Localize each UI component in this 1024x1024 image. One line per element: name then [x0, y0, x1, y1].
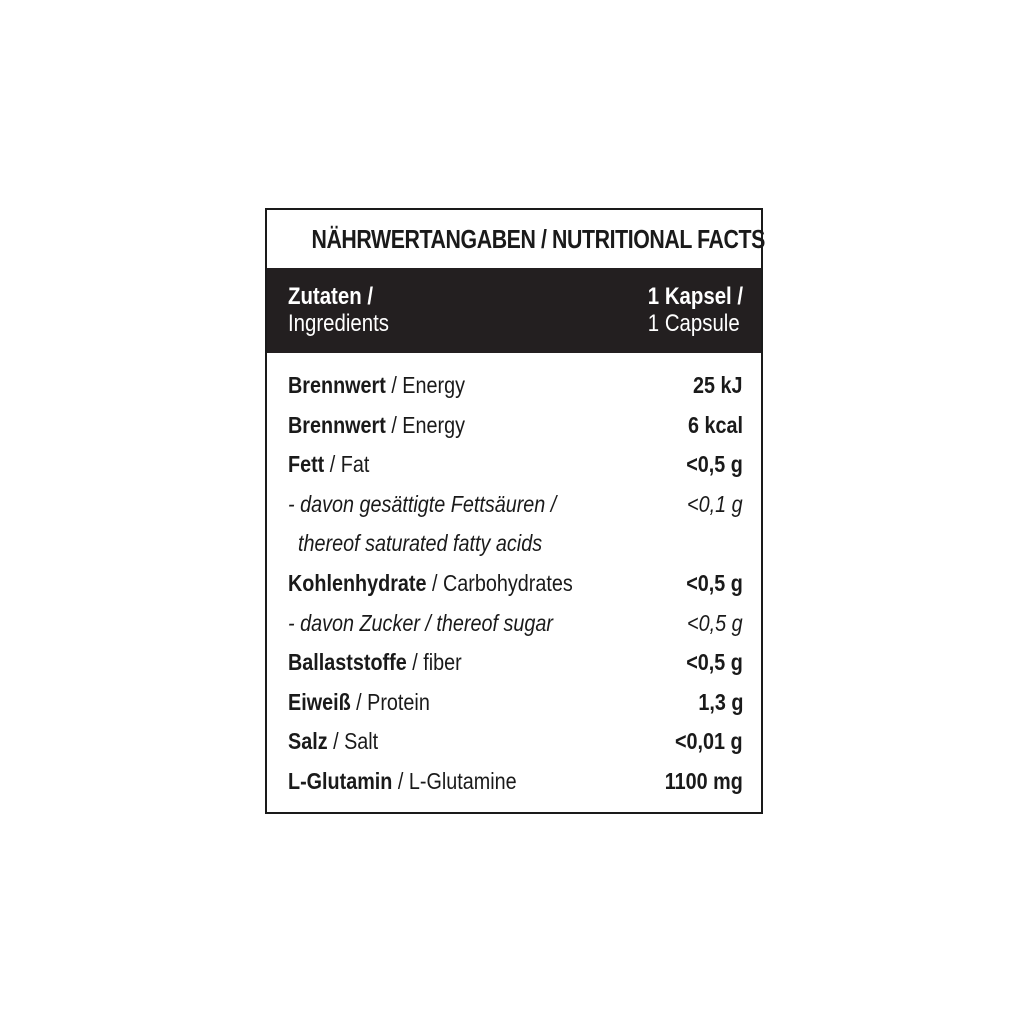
nutrient-name [288, 564, 573, 604]
nutrient-name: - davon Zucker / thereof sugar [288, 609, 553, 636]
label-title: NÄHRWERTANGABEN / NUTRITIONAL FACTS [311, 224, 765, 254]
ingredients-header-de: Zutaten / [288, 283, 373, 310]
nutrient-value: 25 kJ [693, 372, 743, 398]
nutrient-row-saturated-fat [288, 485, 743, 564]
nutrient-value: 6 kcal [688, 411, 743, 438]
serving-header-de: 1 Kapsel / [647, 283, 743, 310]
nutrient-row-carbohydrates [288, 564, 743, 604]
nutrient-row-l-glutamine [288, 762, 743, 802]
nutrient-row-sugar [288, 604, 743, 644]
nutrient-name-en: / Salt [327, 728, 379, 755]
nutrient-name [288, 722, 378, 762]
nutrient-name-de: Kohlenhydrate [288, 569, 427, 596]
nutrient-value: <0,5 g [686, 649, 743, 676]
nutrient-name-en: / Energy [385, 372, 465, 398]
ingredients-column-header [288, 283, 389, 337]
nutrient-row-fiber [288, 643, 743, 683]
serving-header-en: 1 Capsule [647, 310, 740, 337]
nutrient-rows [288, 366, 743, 802]
nutrient-name-continued: thereof saturated fatty acids [298, 530, 543, 557]
nutrient-value: 1,3 g [697, 688, 743, 715]
nutrient-value: <0,1 g [687, 490, 743, 517]
nutrient-name: - davon gesättigte Fettsäuren / [288, 490, 557, 517]
serving-column-header [648, 283, 743, 337]
nutrient-row-protein [288, 683, 743, 723]
nutrient-row-energy-kcal [288, 406, 743, 446]
nutrient-name-en: / Energy [385, 411, 465, 438]
nutrition-facts-label [265, 208, 763, 814]
nutrient-name-de: Brennwert [288, 411, 386, 438]
nutrient-value: <0,01 g [675, 728, 743, 755]
nutrient-value: <0,5 g [686, 451, 743, 478]
nutrient-name-en: / fiber [406, 649, 462, 676]
nutrient-name-de: Brennwert [288, 372, 386, 398]
column-header-bar [267, 268, 761, 353]
nutrient-name [288, 406, 465, 446]
nutrient-name-de: Eiweiß [288, 688, 351, 715]
nutrient-row-energy-kj [288, 366, 743, 406]
ingredients-header-en: Ingredients [288, 310, 389, 337]
nutrient-name-en: / Carbohydrates [426, 569, 573, 596]
nutrient-name [288, 683, 430, 723]
nutrient-name [288, 643, 462, 683]
nutrient-name-de: L-Glutamin [288, 767, 393, 794]
nutrient-name-de: Ballaststoffe [288, 649, 407, 676]
nutrient-name-de: Fett [288, 451, 325, 478]
nutrient-value: <0,5 g [686, 569, 743, 596]
nutrient-name [288, 762, 517, 802]
nutrient-value: 1100 mg [664, 767, 743, 794]
nutrient-name [288, 366, 465, 406]
nutrient-row-salt [288, 722, 743, 762]
nutrient-name [288, 445, 369, 485]
nutrient-name-en: / L-Glutamine [392, 767, 517, 794]
nutrient-name-en: / Fat [324, 451, 370, 478]
nutrient-name-de: Salz [288, 728, 328, 755]
nutrient-name-en: / Protein [350, 688, 430, 715]
nutrient-row-fat [288, 445, 743, 485]
nutrient-value: <0,5 g [687, 609, 743, 636]
